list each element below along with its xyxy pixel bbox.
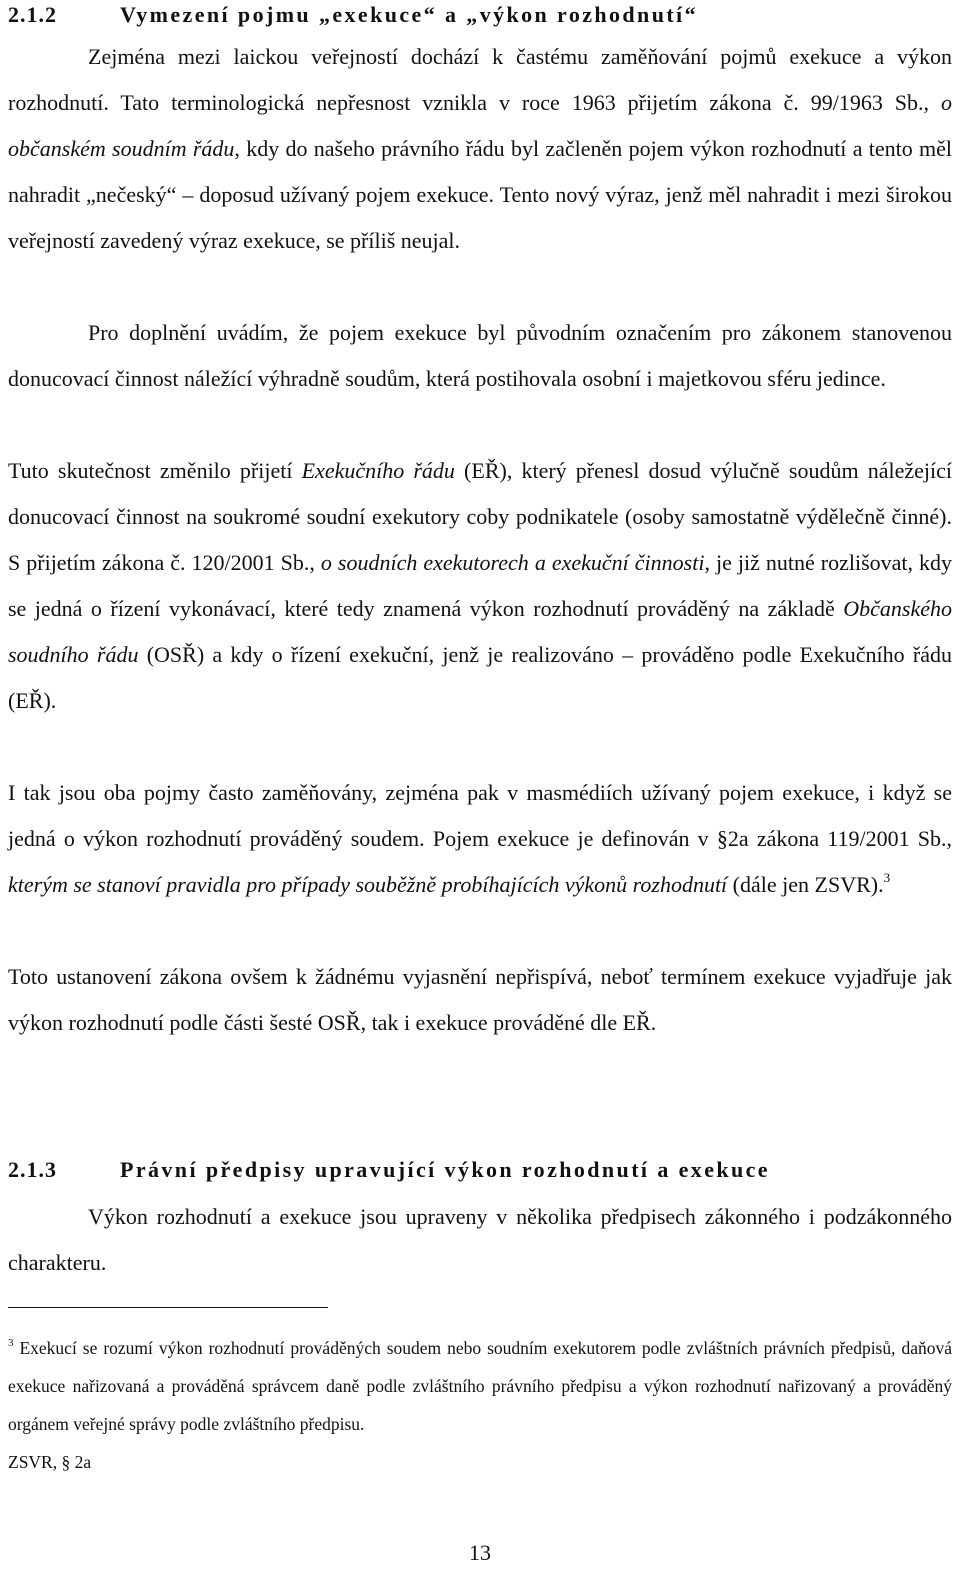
law-title: o soudních exekutorech a exekuční činnosti <box>320 550 705 575</box>
paragraph-regulations: Výkon rozhodnutí a exekuce jsou upraveny v několika předpisech zákonného i podzákonného charakteru. <box>8 1204 952 1275</box>
paragraph-original-meaning: Pro doplnění uvádím, že pojem exekuce byl původním označením pro zákonem stanovenou donucovací činnost náležící výhradně soudům, která postihovala osobní i majetkovou sféru jedince. <box>8 320 952 391</box>
text-run: , je již nutné rozlišovat, kdy se jedná o řízení vykonávací, které tedy znamená výkon rozhodnutí prováděný na základě <box>8 550 953 621</box>
text-run: (dále jen ZSVR). <box>727 872 884 897</box>
footnote-marker: 3 <box>8 1337 14 1349</box>
footnote-separator <box>8 1307 328 1308</box>
section-heading-2-1-3 <box>8 1157 952 1183</box>
page-number: 13 <box>469 1540 491 1565</box>
text-run: I tak jsou oba pojmy často zaměňovány, zejména pak v masmédiích užívaný pojem exekuce, i když se jedná o výkon rozhodnutí prováděný soudem. Pojem exekuce je definován v §2a zákona 119/2001 Sb., <box>8 780 952 851</box>
law-title: o občanském soudním řádu <box>8 90 952 161</box>
text-run: (OSŘ) a kdy o řízení exekuční, jenž je realizováno – prováděno podle Exekučního řádu (EŘ). <box>8 642 952 713</box>
section-title: Vymezení pojmu „exekuce“ a „výkon rozhodnutí“ <box>120 2 698 27</box>
text-run: Zejména mezi laickou veřejností dochází k častému zaměňování pojmů exekuce a výkon rozhodnutí. Tato terminologická nepřesnost vznikla v roce 1963 přijetím zákona č. 99/1963 Sb., <box>8 44 952 115</box>
footnote-text: Exekucí se rozumí výkon rozhodnutí prováděných soudem nebo soudním exekutorem podle zvláštních právních předpisů, daňová exekuce nařizovaná a prováděná správcem daně podle zvláštního právního předpisu a výkon rozhodnutí nařizovaný a prováděný orgánem veřejné správy podle zvláštního předpisu. <box>8 1338 952 1434</box>
paragraph-provision: Toto ustanovení zákona ovšem k žádnému vyjasnění nepřispívá, neboť termínem exekuce vyjadřuje jak výkon rozhodnutí podle části šesté OSŘ, tak i exekuce prováděné dle EŘ. <box>8 964 952 1035</box>
footnote-reference: 3 <box>883 870 891 885</box>
section-heading-2-1-2 <box>8 2 952 28</box>
paragraph-execution-code <box>8 448 952 724</box>
law-title: kterým se stanoví pravidla pro případy souběžně probíhajících výkonů rozhodnutí <box>8 872 728 897</box>
section-title: Právní předpisy upravující výkon rozhodnutí a exekuce <box>120 1157 770 1182</box>
law-title: Občanského soudního řádu <box>8 596 952 667</box>
law-title: Exekučního řádu <box>301 458 455 483</box>
paragraph-definition <box>8 770 952 908</box>
footnote-source: ZSVR, § 2a <box>8 1452 92 1472</box>
text-run: Tuto skutečnost změnilo přijetí <box>8 458 302 483</box>
paragraph-terminology <box>8 34 952 264</box>
text-run: , kdy do našeho právního řádu byl začleněn pojem výkon rozhodnutí a tento měl nahradit „nečeský“ – doposud užívaný pojem exekuce. Tento nový výraz, jenž měl nahradit i mezi širokou veřejností zavedený výraz exekuce, se příliš neujal. <box>8 136 952 253</box>
footnote <box>8 1329 952 1481</box>
section-number: 2.1.2 <box>8 2 57 27</box>
section-number: 2.1.3 <box>8 1157 57 1182</box>
text-run: (EŘ), který přenesl dosud výlučně soudům náležející donucovací činnost na soukromé soudní exekutory coby podnikatele (osoby samostatně výdělečně činné). S přijetím zákona č. 120/2001 Sb., <box>8 458 953 575</box>
